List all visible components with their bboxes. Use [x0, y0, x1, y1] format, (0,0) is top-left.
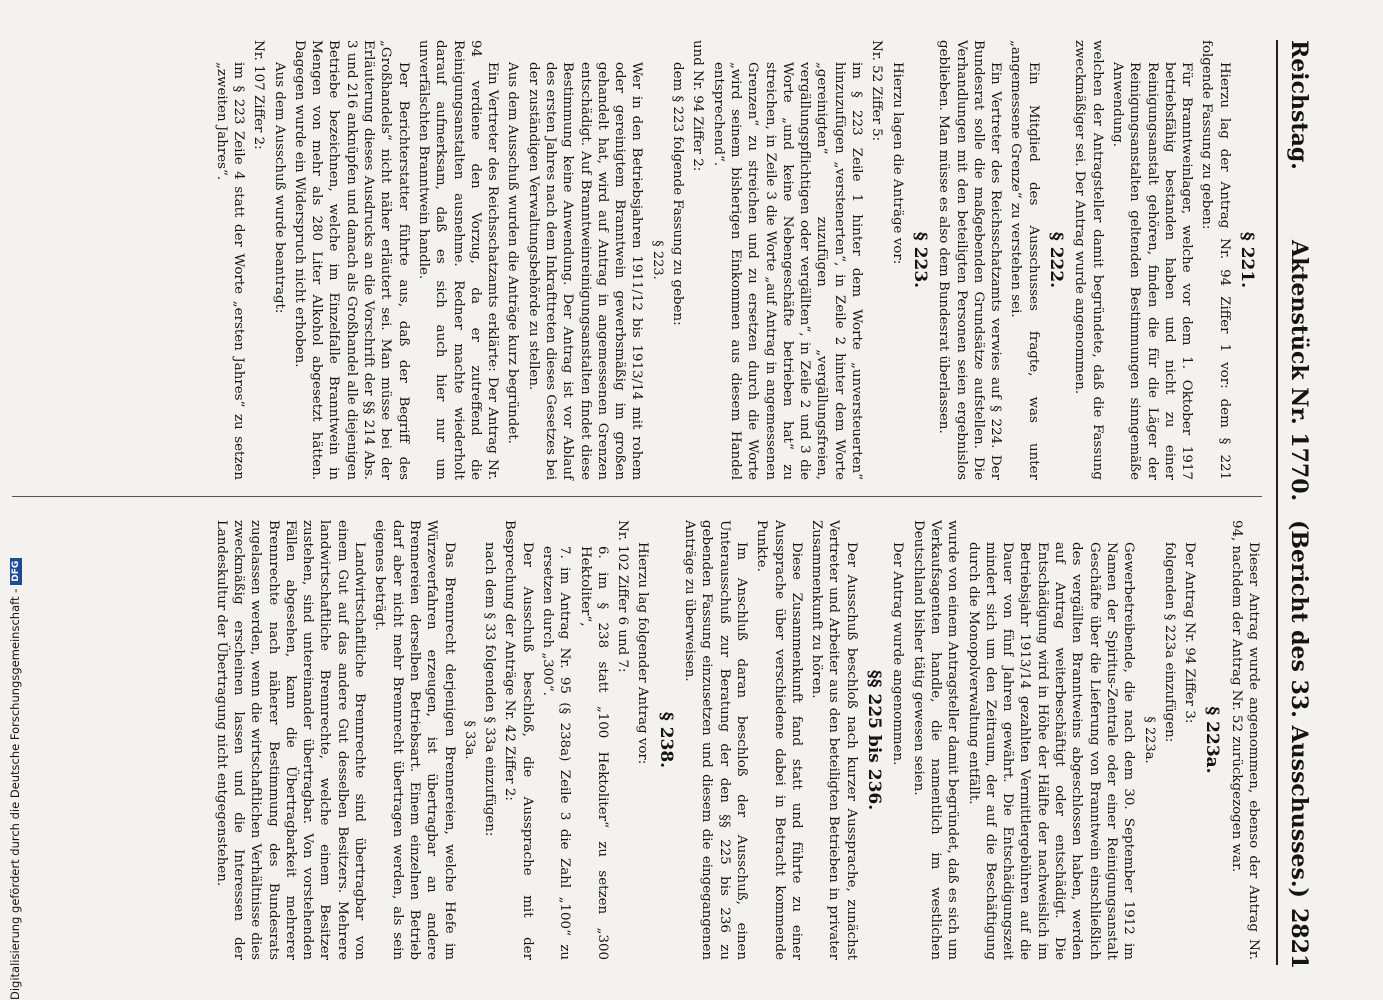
paragraph: dem § 223 folgende Fassung zu geben: [670, 62, 686, 326]
subsection-label: § 33a. [461, 720, 477, 760]
paragraph: Gewerbetreibende, die nach dem 30. September 1912 im Namen der Spiritus-Zentrale oder einer Reinigungsanstalt Geschäfte über die Lieferung von Branntwein einschließlich des vergällten Branntweins abgeschlossen haben, werden auf Antrag weiterbeschäftigt oder entschädigt. Die Entschädigung wird in Höhe der Hälfte der nachweislich im Betriebsjahr 1913/14 gezahlten Vermittlergebühren auf die Dauer von fünf Jahren gewährt. Die Entschädigungszeit mindert sich um den Zeitraum, der auf die Beschäftigung durch die Monopolverwaltung entfällt. [965, 542, 1137, 960]
column-divider [12, 496, 1262, 497]
paragraph: nach dem § 33 folgenden § 33a einzufügen: [482, 542, 498, 837]
paragraph: Dieser Antrag wurde angenommen, ebenso der Antrag Nr. 94, nachdem der Antrag Nr. 52 zurückgezogen war. [1228, 520, 1261, 960]
funding-note-text: Digitalisierung gefördert durch die Deutsche Forschungsgemeinschaft - [8, 588, 22, 1000]
paragraph: Ein Vertreter des Reichsschatzamts erklärte: Der Antrag Nr. 94 verdiene den Vorzug, da er zutreffend die Reinigungsanstalten ausnehme. Redner machte wiederholt darauf aufmerksam, daß es sich auch hier nur um unverfälschten Branntwein handle. [415, 40, 501, 480]
paragraph: Nr. 102 Ziffer 6 und 7: [615, 520, 631, 673]
page-header [1278, 40, 1318, 970]
paragraph: folgenden § 223a einzufügen: [1161, 542, 1177, 743]
paragraph: Der Ausschuß beschloß, die Aussprache mit der Besprechung der Anträge Nr. 42 Ziffer 2: [502, 520, 535, 960]
paragraph: Der Berichterstatter führte aus, daß der Begriff des „Großhandels“ nicht näher erläutert sei. Man müsse bei der Erläuterung dieses Ausdrucks an die Vorschrift der §§ 214 Abs. 3 und 216 anknüpfen und danach als Großhandel alle diejenigen Betriebe bezeichnen, welche im Einzelfalle Branntwein in Mengen von mehr als 280 Liter Alkohol abgesetzt hätten. Dagegen wurde ein Widerspruch nicht erhoben. [291, 40, 411, 480]
paragraph: im § 223 Zeile 4 statt der Worte „ersten Jahres“ zu setzen „zweiten Jahres“. [213, 62, 246, 480]
right-column [209, 520, 1262, 960]
section-heading-225-236: §§ 225 bis 236. [864, 669, 885, 811]
dfg-logo: DFG [10, 558, 22, 585]
paragraph: Hierzu lag der Antrag Nr. 94 Ziffer 1 vor: dem § 221 folgende Fassung zu geben: [1199, 40, 1232, 480]
paragraph: Hierzu lag folgender Antrag vor: [635, 542, 651, 765]
paragraph: Ein Mitglied des Ausschusses fragte, was unter „angemessene Grenze“ zu verstehen sei. [1008, 40, 1041, 480]
paragraph: welchen der Antragsteller damit begründete, daß die Fassung zweckmäßiger sei. Der Antrag wurde angenommen. [1072, 40, 1105, 480]
paragraph: Wer in den Betriebsjahren 1911/12 bis 1913/14 mit rohem oder gereinigtem Branntwein gewerbsmäßig im großen gehandelt hat, wird auf Antrag in angemessenen Grenzen entschädigt. Auf Branntweinreinigungsanstalten findet diese Bestimmung keine Anwendung. Der Antrag ist vor Ablauf des ersten Jahres nach dem Inkrafttreten dieses Gesetzes bei der zuständigen Verwaltungsbehörde zu stellen. [525, 62, 645, 480]
paragraph: und Nr. 94 Ziffer 2: [690, 40, 706, 172]
header-rule [1276, 40, 1278, 965]
list-item: 7. im Antrag Nr. 95 (§ 238a) Zeile 3 die Zahl „100“ zu ersetzen durch „300“. [540, 546, 573, 960]
section-heading-223a: § 223a. [1202, 706, 1223, 774]
section-heading-222: § 222. [1046, 231, 1067, 289]
paragraph: Nr. 107 Ziffer 2: [251, 40, 267, 150]
section-heading-223: § 223. [909, 231, 930, 289]
list-item: 6. im § 238 statt „100 Hektoliter“ zu setzen „300 Hektoliter“, [577, 546, 610, 960]
header-center: Aktenstück Nr. 1770. [1286, 240, 1312, 502]
paragraph: wurde von einem Antragsteller damit begründet, daß es sich um Verkaufsagenten handle, die namentlich im westlichen Deutschland bisher tätig gewesen seien. [910, 520, 961, 960]
subsection-label: § 223a. [1141, 716, 1157, 764]
left-column [209, 40, 1262, 480]
paragraph: Diese Zusammenkunft fand statt und führte zu einer Aussprache über verschiedene dabei in Betracht kommende Punkte. [754, 520, 804, 960]
paragraph: Im Anschluß daran beschloß der Ausschuß, einen Unterausschuß zur Beratung der den §§ 225 bis 236 zu gebenden Fassung einzusetzen und diesem die eingegangenen Anträge zu überweisen. [682, 520, 749, 960]
page-number: 2821 [1286, 908, 1312, 970]
paragraph: Nr. 52 Ziffer 5: [869, 40, 885, 142]
funding-note [8, 40, 22, 1000]
paragraph: Das Brennrecht derjenigen Brennereien, welche Hefe im Würzeverfahren erzeugen, ist übertragbar an andere Brennereien derselben Betriebsart. Einem einzelnen Betrieb darf aber nicht mehr Brennrecht übertragen werden, als sein eigenes beträgt. [372, 520, 457, 960]
paragraph: Der Ausschuß beschloß nach kurzer Aussprache, zunächst Vertreter und Arbeiter aus den beteiligten Betrieben in privater Zusammenkunft zu hören. [809, 520, 859, 960]
header-right-note: (Bericht des 33. Ausschusses.) [1286, 520, 1312, 898]
header-left: Reichstag. [1286, 40, 1312, 170]
section-heading-238: § 238. [655, 711, 676, 769]
paragraph: Der Antrag wurde angenommen. [890, 542, 906, 766]
paragraph: Landwirtschaftliche Brennrechte sind übertragbar von einem Gut auf das andere Gut desselben Besitzers. Mehrere landwirtschaftliche Brennrechte, welche einem Besitzer zustehen, sind untereinander übertragbar. Von vorstehenden Fällen abgesehen, kann die Übertragbarkeit mehrerer Brennrechte nach näherer Bestimmung des Bundesrats zugelassen werden, wenn die wirtschaftlichen Verhältnisse dies zweckmäßig erscheinen lassen und die Interessen der Landeskultur der Übertragung nicht entgegenstehen. [213, 520, 368, 960]
paragraph: Aus dem Ausschuß wurden die Anträge kurz begründet. [505, 62, 521, 444]
paragraph: Aus dem Ausschuß wurde beantragt: [271, 62, 287, 314]
section-heading-221: § 221. [1237, 231, 1257, 289]
paragraph: im § 223 Zeile 1 hinter dem Worte „unversteuerten“ hinzuzufügen „verstenerten“, in Zeile 2 hinter dem Worte „gereinigten“ zuzufügen „vergällungsfreien, vergällungspflichtigen oder vergällten“, in Zeile 2 und 3 die Worte „und keine Nebengeschäfte betrieben hat“ zu streichen, in Zeile 3 die Worte „auf Antrag in angemessenen Grenzen“ zu streichen und zu ersetzen durch die Worte „wird seinem bisherigen Einkommen aus diesem Handel entsprechend“. [710, 62, 865, 480]
paragraph: Hierzu lagen die Anträge vor: [889, 62, 905, 265]
paragraph: Für Branntweinlager, welche vor dem 1. Oktober 1917 betriebsfähig bestanden haben und nicht zu einer Reinigungsanstalt gehören, finden die für die Läger der Reinigungsanstalten geltenden Bestimmungen sinngemäße Anwendung. [1109, 62, 1195, 480]
paragraph: Der Antrag Nr. 94 Ziffer 3: [1182, 542, 1198, 724]
paragraph: Ein Vertreter des Reichsschatzamts verwies auf § 224. Der Bundesrat solle die maßgebenden Grundsätze aufstellen. Die Verhandlungen mit den beteiligten Personen seien ergebnislos geblieben. Man müsse es also dem Bundesrat überlassen. [936, 40, 1004, 480]
subsection-label: § 223. [649, 240, 665, 280]
